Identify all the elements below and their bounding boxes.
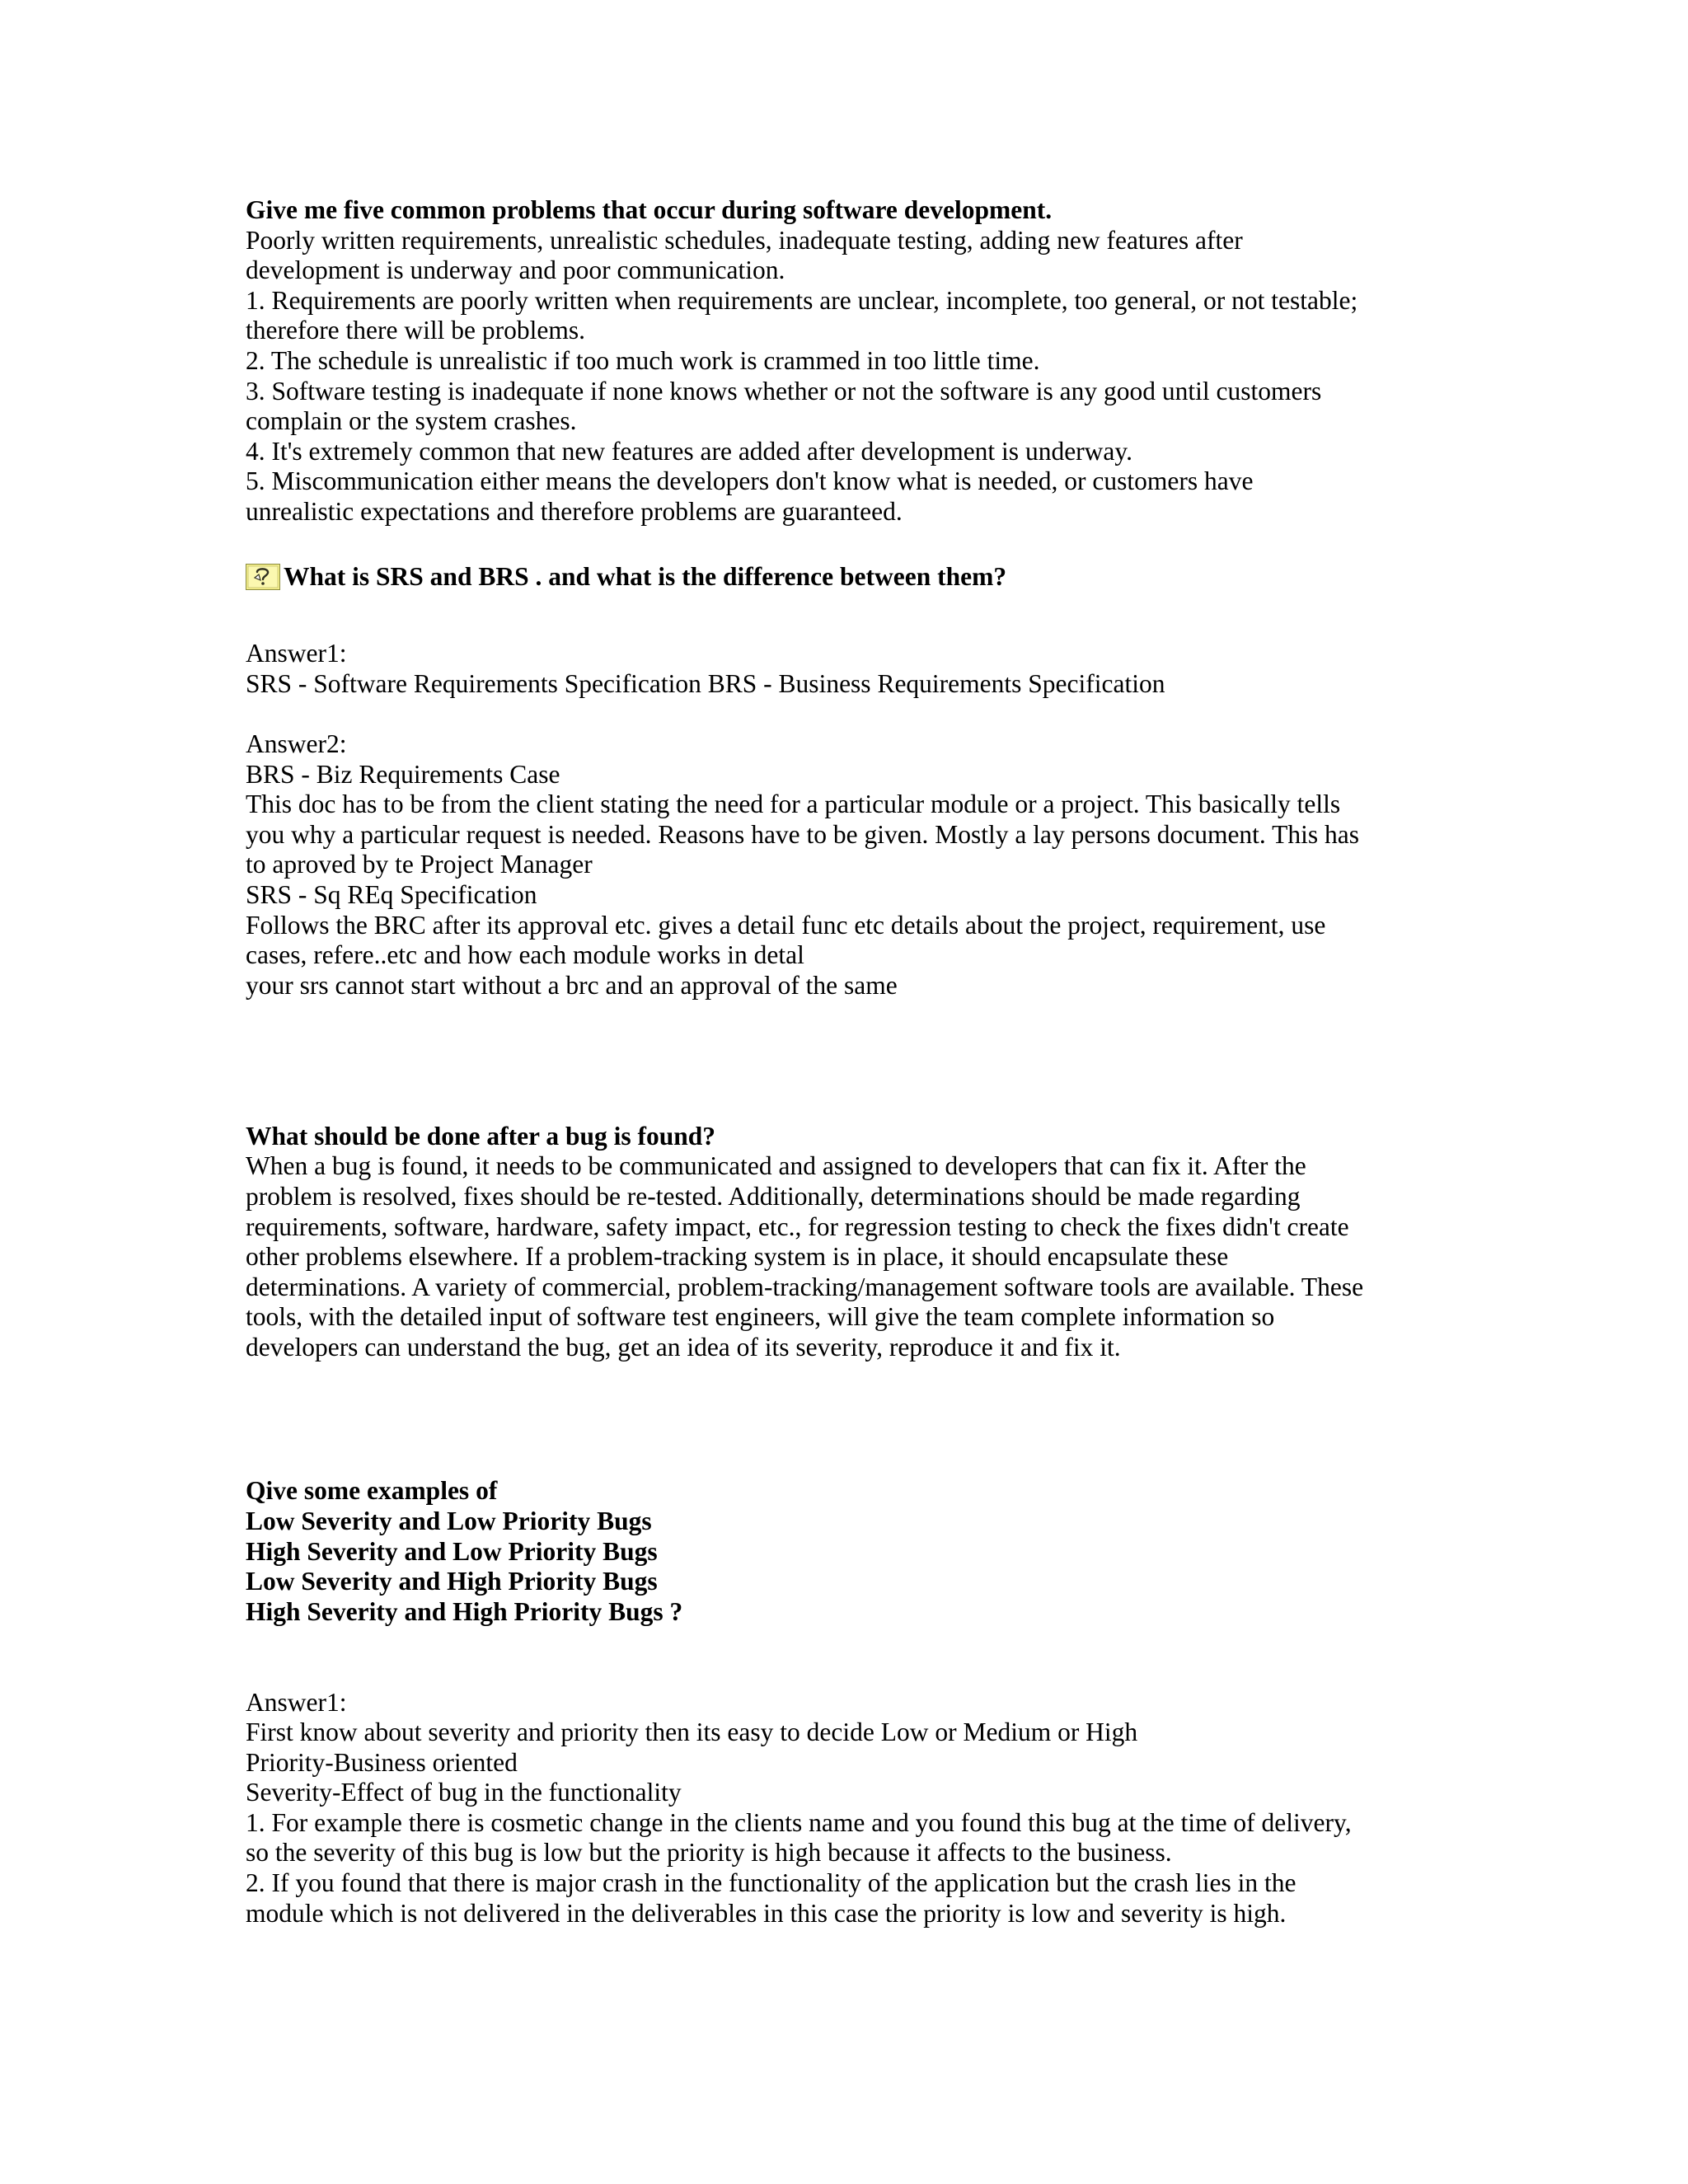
paragraph-line: tools, with the detailed input of software test engineers, will give the team complete information so <box>246 1302 1275 1332</box>
question-heading: Low Severity and Low Priority Bugs <box>246 1506 652 1535</box>
paragraph-line: your srs cannot start without a brc and an approval of the same <box>246 970 898 1000</box>
paragraph-line: Priority-Business oriented <box>246 1747 518 1777</box>
paragraph-line: module which is not delivered in the deliverables in this case the priority is low and severity is high. <box>246 1898 1287 1928</box>
question-heading: Low Severity and High Priority Bugs <box>246 1567 658 1596</box>
question-icon <box>246 564 280 590</box>
question-heading: What is SRS and BRS . and what is the difference between them? <box>284 562 1007 592</box>
document-page <box>246 195 1465 1929</box>
list-item: 3. Software testing is inadequate if none knows whether or not the software is any good until customers <box>246 376 1322 405</box>
question-heading: High Severity and Low Priority Bugs <box>246 1536 658 1566</box>
paragraph-line: Poorly written requirements, unrealistic schedules, inadequate testing, adding new features after <box>246 225 1243 255</box>
paragraph-line: SRS - Sq REq Specification <box>246 880 537 910</box>
paragraph-line: determinations. A variety of commercial, problem-tracking/management software tools are available. These <box>246 1272 1364 1301</box>
paragraph-line: SRS - Software Requirements Specification BRS - Business Requirements Specification <box>246 668 1165 698</box>
paragraph-line: problem is resolved, fixes should be re-tested. Additionally, determinations should be made regarding <box>246 1182 1301 1211</box>
list-item: 2. The schedule is unrealistic if too much work is crammed in too little time. <box>246 345 1040 375</box>
paragraph-line: you why a particular request is needed. Reasons have to be given. Mostly a lay persons document. This has <box>246 819 1359 849</box>
paragraph-line: When a bug is found, it needs to be communicated and assigned to developers that can fix it. After the <box>246 1151 1306 1181</box>
paragraph-line: 2. If you found that there is major crash in the functionality of the application but the crash lies in the <box>246 1868 1296 1898</box>
section-srs-brs <box>246 562 1465 1001</box>
paragraph-line: requirements, software, hardware, safety impact, etc., for regression testing to check the fixes didn't create <box>246 1212 1349 1241</box>
list-item: 4. It's extremely common that new features are added after development is underway. <box>246 436 1132 466</box>
paragraph-line: 1. For example there is cosmetic change in the clients name and you found this bug at the time of delivery, <box>246 1807 1352 1837</box>
question-heading: Qive some examples of <box>246 1476 498 1506</box>
question-heading-row <box>246 562 1465 593</box>
paragraph-line: First know about severity and priority then its easy to decide Low or Medium or High <box>246 1718 1138 1747</box>
question-heading: Give me five common problems that occur during software development. <box>246 195 1053 224</box>
question-heading: High Severity and High Priority Bugs ? <box>246 1596 683 1626</box>
paragraph-line: Severity-Effect of bug in the functionality <box>246 1778 682 1807</box>
paragraph-line: Follows the BRC after its approval etc. gives a detail func etc details about the project, requirement, use <box>246 910 1326 940</box>
section-bug-found <box>246 1122 1465 1363</box>
paragraph-line: This doc has to be from the client stating the need for a particular module or a project. This basically tells <box>246 790 1341 819</box>
paragraph-line: cases, refere..etc and how each module works in detal <box>246 940 804 970</box>
list-item: unrealistic expectations and therefore problems are guaranteed. <box>246 496 903 526</box>
list-item: 5. Miscommunication either means the developers don't know what is needed, or customers have <box>246 466 1254 496</box>
paragraph-line: BRS - Biz Requirements Case <box>246 759 560 789</box>
list-item: 1. Requirements are poorly written when requirements are unclear, incomplete, too general, or not testable; <box>246 285 1358 315</box>
answer-label: Answer1: <box>246 1687 347 1717</box>
section-common-problems <box>246 195 1465 527</box>
paragraph-line: development is underway and poor communication. <box>246 255 785 285</box>
question-heading: What should be done after a bug is found? <box>246 1121 716 1151</box>
list-item: complain or the system crashes. <box>246 406 577 436</box>
paragraph-line: to aproved by te Project Manager <box>246 850 593 879</box>
section-severity-priority <box>246 1476 1465 1929</box>
paragraph-line: other problems elsewhere. If a problem-tracking system is in place, it should encapsulate these <box>246 1242 1229 1272</box>
answer-label: Answer1: <box>246 639 347 668</box>
paragraph-line: developers can understand the bug, get an idea of its severity, reproduce it and fix it. <box>246 1332 1121 1361</box>
paragraph-line: so the severity of this bug is low but the priority is high because it affects to the business. <box>246 1838 1172 1868</box>
list-item: therefore there will be problems. <box>246 316 585 345</box>
answer-label: Answer2: <box>246 729 347 759</box>
